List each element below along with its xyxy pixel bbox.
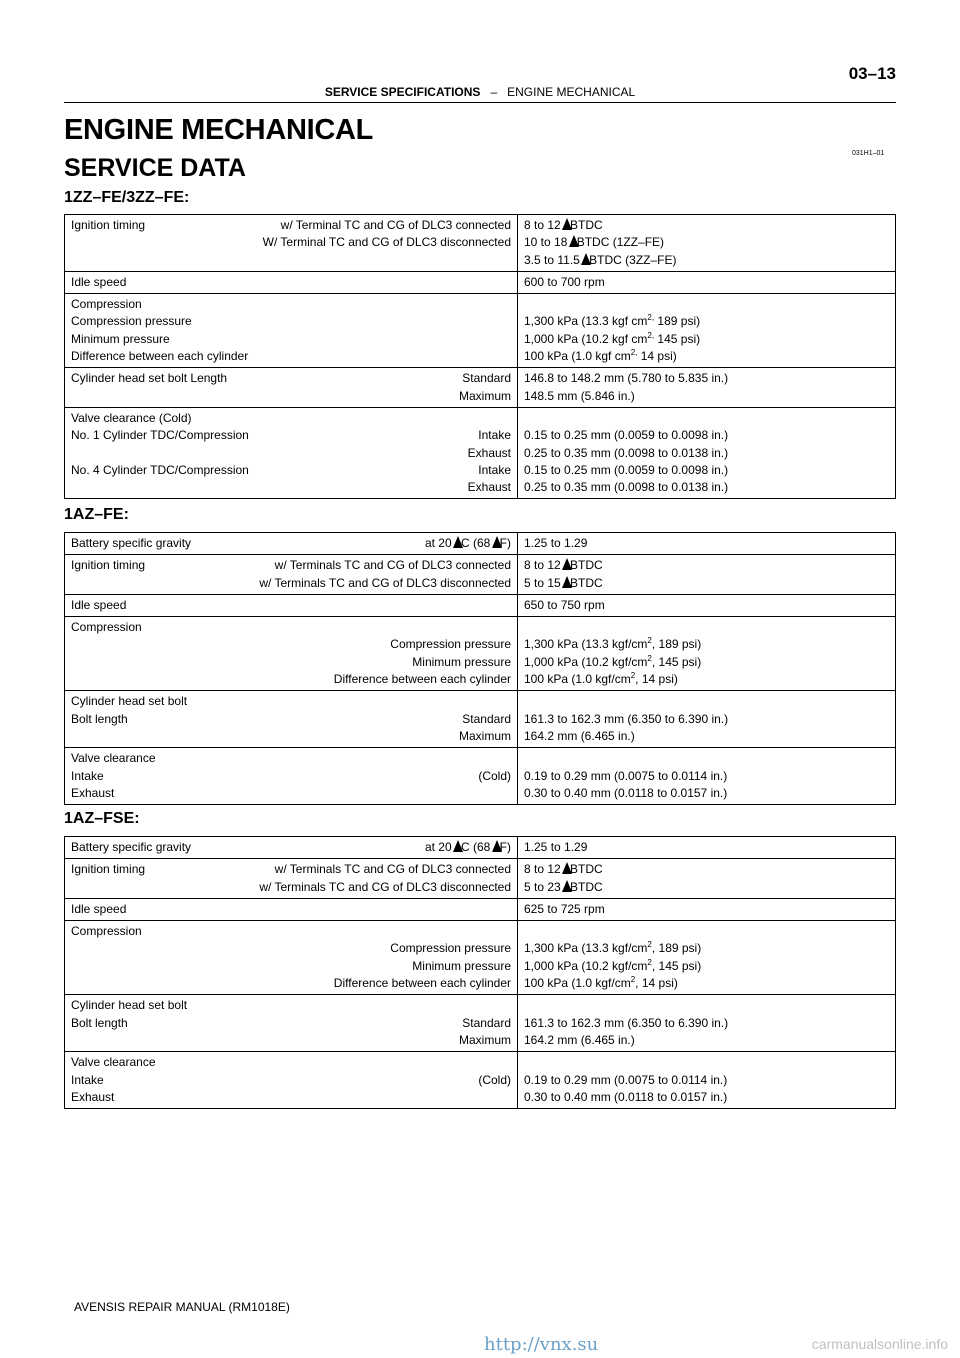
spec-table-1az-fe — [64, 532, 896, 805]
row-label: Cylinder head set bolt — [71, 694, 188, 709]
condition-text: Exhaust — [467, 480, 511, 495]
table-row — [65, 995, 896, 1052]
condition-text: (Cold) — [478, 768, 511, 783]
value-text: BTDC — [570, 862, 603, 877]
value-text: BTDC — [570, 558, 603, 573]
value-text: 3.5 to 11.5 — [524, 252, 580, 267]
value-text: 164.2 mm (6.465 in.) — [524, 728, 635, 743]
table-row — [65, 691, 896, 748]
value-text: 148.5 mm (5.846 in.) — [524, 388, 635, 403]
value-text: 1.25 to 1.29 — [524, 536, 588, 550]
value-text: 1.25 to 1.29 — [524, 840, 588, 854]
section-heading-1az-fse: 1AZ–FSE: — [64, 810, 140, 827]
condition-text: F) — [499, 840, 511, 854]
condition-text: Maximum — [458, 728, 511, 743]
value-text: 5 to 23 — [524, 879, 561, 894]
value-text: 100 kPa (1.0 kgf cm — [524, 349, 631, 364]
header-title — [64, 85, 896, 99]
value-text: 145 psi) — [654, 331, 701, 346]
page-header — [64, 64, 896, 103]
condition-text: F) — [499, 536, 511, 550]
condition-text: Minimum pressure — [412, 958, 511, 973]
condition-text: Difference between each cylinder — [333, 672, 511, 687]
condition-text: at 20 — [424, 536, 452, 550]
row-label: Valve clearance (Cold) — [71, 410, 192, 425]
row-label: Valve clearance — [71, 1055, 156, 1070]
table-row — [65, 921, 896, 995]
table-row — [65, 407, 896, 498]
value-text: 1,000 kPa (10.2 kgf/cm — [524, 958, 648, 973]
value-text: 146.8 to 148.2 mm (5.780 to 5.835 in.) — [524, 371, 729, 386]
row-label: Valve clearance — [71, 751, 156, 766]
condition-text: Standard — [462, 711, 511, 726]
value-text: 1,300 kPa (13.3 kgf/cm — [524, 637, 648, 652]
value-text: , 14 psi) — [635, 672, 678, 687]
value-text: 10 to 18 — [524, 235, 568, 250]
value-text: 0.15 to 0.25 mm (0.0059 to 0.0098 in.) — [524, 462, 729, 477]
value-text: 100 kPa (1.0 kgf/cm — [524, 976, 631, 991]
doc-code: 031H1–01 — [852, 150, 885, 157]
table-row — [65, 215, 896, 272]
condition-text: Maximum — [458, 1032, 511, 1047]
row-label: Idle speed — [71, 274, 127, 289]
superscript: 2 — [647, 636, 652, 646]
header-subsection: ENGINE MECHANICAL — [507, 85, 636, 99]
value-text: 100 kPa (1.0 kgf/cm — [524, 672, 631, 687]
condition-text: w/ Terminals TC and CG of DLC3 connected — [274, 862, 511, 877]
value-text: 8 to 12 — [524, 218, 561, 232]
section-heading-1az-fe: 1AZ–FE: — [64, 506, 129, 523]
row-label: Bolt length — [71, 711, 128, 726]
row-label: Intake — [71, 768, 104, 783]
value-text: 0.25 to 0.35 mm (0.0098 to 0.0138 in.) — [524, 480, 729, 495]
table-row — [65, 898, 896, 920]
superscript: 2 — [647, 940, 652, 950]
value-text: BTDC — [570, 879, 603, 894]
condition-text: C (68 — [460, 840, 491, 854]
condition-text: Minimum pressure — [412, 654, 511, 669]
row-label: Compression — [71, 924, 142, 939]
condition-text: w/ Terminals TC and CG of DLC3 connected — [274, 558, 511, 573]
value-text: 0.19 to 0.29 mm (0.0075 to 0.0114 in.) — [524, 768, 728, 783]
page-footer: AVENSIS REPAIR MANUAL (RM1018E) — [74, 1300, 290, 1314]
page-subtitle: SERVICE DATA — [64, 154, 246, 182]
row-label: No. 1 Cylinder TDC/Compression — [71, 428, 249, 443]
value-text: 161.3 to 162.3 mm (6.350 to 6.390 in.) — [524, 1015, 729, 1030]
row-label: Bolt length — [71, 1015, 128, 1030]
value-text: 0.30 to 0.40 mm (0.0118 to 0.0157 in.) — [524, 785, 728, 800]
condition-text: Standard — [462, 1015, 511, 1030]
table-row — [65, 368, 896, 408]
condition-text: W/ Terminal TC and CG of DLC3 disconnected — [262, 235, 511, 250]
page-title: ENGINE MECHANICAL — [64, 114, 374, 146]
table-row — [65, 294, 896, 368]
value-text: 189 psi) — [654, 314, 701, 329]
value-text: 650 to 750 rpm — [524, 597, 605, 612]
row-label: Ignition timing — [71, 218, 146, 232]
value-text: 1,000 kPa (10.2 kgf cm — [524, 331, 648, 346]
table-row — [65, 594, 896, 616]
value-text: , 145 psi) — [651, 958, 702, 973]
condition-text: C (68 — [460, 536, 491, 550]
value-text: , 189 psi) — [651, 941, 702, 956]
table-row — [65, 859, 896, 899]
value-text: 8 to 12 — [524, 558, 561, 573]
value-text: 1,300 kPa (13.3 kgf/cm — [524, 941, 648, 956]
value-text: 0.19 to 0.29 mm (0.0075 to 0.0114 in.) — [524, 1072, 728, 1087]
superscript: 2, — [647, 313, 655, 323]
row-label: Compression — [71, 297, 142, 312]
value-text: 161.3 to 162.3 mm (6.350 to 6.390 in.) — [524, 711, 729, 726]
row-label: Idle speed — [71, 597, 127, 612]
table-row — [65, 271, 896, 293]
condition-text: (Cold) — [478, 1072, 511, 1087]
row-label: Ignition timing — [71, 862, 146, 877]
value-text: 1,300 kPa (13.3 kgf cm — [524, 314, 648, 329]
row-label: Ignition timing — [71, 558, 146, 573]
superscript: 2 — [630, 975, 636, 985]
value-text: 625 to 725 rpm — [524, 901, 605, 916]
condition-text: Intake — [478, 462, 511, 477]
table-row — [65, 1052, 896, 1109]
condition-text: w/ Terminals TC and CG of DLC3 disconnected — [259, 879, 511, 894]
header-section: SERVICE SPECIFICATIONS — [324, 85, 481, 99]
value-text: BTDC (1ZZ–FE) — [576, 235, 665, 250]
page-number: 03–13 — [848, 64, 896, 83]
spec-table-1zz — [64, 214, 896, 499]
superscript: 2 — [630, 671, 636, 681]
condition-text: Standard — [462, 371, 511, 386]
value-text: 0.25 to 0.35 mm (0.0098 to 0.0138 in.) — [524, 445, 729, 460]
section-heading-1zz: 1ZZ–FE/3ZZ–FE: — [64, 189, 190, 206]
value-text: 5 to 15 — [524, 575, 561, 590]
value-text: , 145 psi) — [651, 654, 702, 669]
value-text: 0.15 to 0.25 mm (0.0059 to 0.0098 in.) — [524, 428, 729, 443]
row-label: Minimum pressure — [71, 331, 170, 346]
row-label: Difference between each cylinder — [71, 349, 249, 364]
value-text: BTDC (3ZZ–FE) — [589, 252, 677, 267]
value-text: 1,000 kPa (10.2 kgf/cm — [524, 654, 648, 669]
row-label: Cylinder head set bolt — [71, 998, 188, 1013]
condition-text: Intake — [478, 428, 511, 443]
superscript: 2 — [647, 957, 652, 967]
value-text: 8 to 12 — [524, 862, 561, 877]
condition-text: at 20 — [424, 840, 452, 854]
superscript: 2, — [647, 330, 655, 340]
row-label: Intake — [71, 1072, 104, 1087]
row-label: Battery specific gravity — [71, 840, 192, 854]
value-text: 600 to 700 rpm — [524, 274, 605, 289]
value-text: , 14 psi) — [635, 976, 678, 991]
table-row — [65, 837, 896, 859]
row-label: Compression pressure — [71, 314, 192, 329]
row-label: Idle speed — [71, 901, 127, 916]
row-label: Exhaust — [71, 1089, 115, 1104]
watermark-link[interactable]: http://vnx.su — [484, 1334, 599, 1355]
value-text: , 189 psi) — [651, 637, 702, 652]
value-text: 0.30 to 0.40 mm (0.0118 to 0.0157 in.) — [524, 1089, 728, 1104]
superscript: 2 — [647, 653, 652, 663]
condition-text: Compression pressure — [390, 941, 511, 956]
header-separator: – — [490, 85, 498, 99]
row-label: Compression — [71, 620, 142, 635]
spec-table-1az-fse — [64, 836, 896, 1109]
table-row — [65, 748, 896, 805]
row-label: Battery specific gravity — [71, 536, 192, 550]
value-text: 14 psi) — [637, 349, 677, 364]
superscript: 2, — [630, 348, 638, 358]
table-row — [65, 617, 896, 691]
table-row — [65, 533, 896, 555]
value-text: BTDC — [570, 218, 603, 232]
row-label: Exhaust — [71, 785, 115, 800]
condition-text: Difference between each cylinder — [333, 976, 511, 991]
watermark-site: carmanualsonline.info — [811, 1336, 948, 1352]
value-text: BTDC — [570, 575, 603, 590]
condition-text: w/ Terminals TC and CG of DLC3 disconnected — [259, 575, 511, 590]
condition-text: w/ Terminal TC and CG of DLC3 connected — [280, 218, 511, 232]
condition-text: Compression pressure — [390, 637, 511, 652]
condition-text: Exhaust — [467, 445, 511, 460]
value-text: 164.2 mm (6.465 in.) — [524, 1032, 635, 1047]
table-row — [65, 555, 896, 595]
condition-text: Maximum — [458, 388, 511, 403]
row-label: Cylinder head set bolt Length — [71, 371, 228, 386]
row-label: No. 4 Cylinder TDC/Compression — [71, 462, 249, 477]
